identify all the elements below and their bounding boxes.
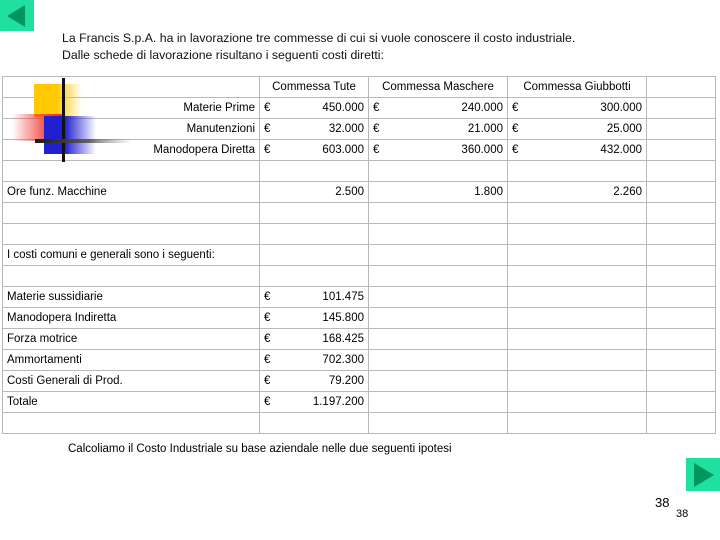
row-label-manodopera-indiretta: Manodopera Indiretta — [3, 308, 260, 329]
cell-empty — [369, 245, 508, 266]
cell-empty — [369, 329, 508, 350]
row-label-totale: Totale — [3, 392, 260, 413]
page-number: 38 — [655, 495, 670, 510]
table-row — [3, 329, 716, 350]
cell-empty — [647, 203, 716, 224]
cell-empty — [508, 350, 647, 371]
cell-ore-funz-maschere: 1.800 — [369, 182, 508, 203]
cell-empty — [369, 224, 508, 245]
cell-empty — [508, 329, 647, 350]
table-spacer-row — [3, 266, 716, 287]
amount: 1.197.200 — [312, 396, 364, 408]
cell-empty — [647, 119, 716, 140]
currency-symbol: € — [264, 375, 271, 387]
cell-empty — [260, 413, 369, 434]
cell-empty — [647, 161, 716, 182]
amount: 702.300 — [322, 354, 364, 366]
currency-symbol: € — [512, 102, 519, 114]
cell-empty — [647, 392, 716, 413]
cell-manutenzioni-maschere — [369, 119, 508, 140]
cell-empty — [260, 161, 369, 182]
cell-costi-generali-prod-amount — [260, 371, 369, 392]
table-header-row — [3, 77, 716, 98]
intro-line-2: Dalle schede di lavorazione risultano i seguenti costi diretti: — [62, 48, 384, 62]
row-label-ammortamenti: Ammortamenti — [3, 350, 260, 371]
currency-symbol: € — [264, 333, 271, 345]
cell-forza-motrice-amount — [260, 329, 369, 350]
amount: 79.200 — [328, 375, 364, 387]
table-spacer-row — [3, 203, 716, 224]
cell-empty — [508, 161, 647, 182]
currency-symbol: € — [373, 144, 380, 156]
page-number-shadow: 38 — [676, 508, 689, 520]
row-label-manutenzioni: Manutenzioni — [3, 119, 260, 140]
cell-empty — [508, 287, 647, 308]
intro-paragraph — [62, 30, 682, 64]
table-spacer-row — [3, 161, 716, 182]
cell-empty — [369, 287, 508, 308]
amount: 168.425 — [322, 333, 364, 345]
amount: 145.800 — [322, 312, 364, 324]
row-label-materie-prime: Materie Prime — [3, 98, 260, 119]
header-commessa-giubbotti: Commessa Giubbotti — [508, 77, 647, 98]
cell-ore-funz-giubbotti: 2.260 — [508, 182, 647, 203]
table-row — [3, 98, 716, 119]
currency-symbol: € — [264, 144, 271, 156]
cell-empty — [508, 308, 647, 329]
currency-symbol: € — [264, 123, 271, 135]
row-label-ore-funz-macchine: Ore funz. Macchine — [3, 182, 260, 203]
cell-empty — [508, 203, 647, 224]
header-trailing-blank — [647, 77, 716, 98]
cell-empty — [508, 392, 647, 413]
currency-symbol: € — [512, 123, 519, 135]
cell-materie-prime-tute — [260, 98, 369, 119]
table-row — [3, 308, 716, 329]
currency-symbol: € — [264, 102, 271, 114]
row-label-materie-sussidiarie: Materie sussidiarie — [3, 287, 260, 308]
cell-empty — [647, 266, 716, 287]
table-spacer-row — [3, 224, 716, 245]
cost-table — [2, 76, 716, 434]
cell-empty — [369, 413, 508, 434]
cell-empty — [647, 98, 716, 119]
amount: 432.000 — [600, 144, 642, 156]
currency-symbol: € — [373, 102, 380, 114]
amount: 450.000 — [322, 102, 364, 114]
cell-materie-prime-giubbotti — [508, 98, 647, 119]
cell-empty — [369, 266, 508, 287]
cell-manodopera-diretta-tute — [260, 140, 369, 161]
cell-empty — [508, 245, 647, 266]
triangle-right-icon — [694, 463, 714, 487]
cell-empty — [647, 350, 716, 371]
cell-ore-funz-tute: 2.500 — [260, 182, 369, 203]
currency-symbol: € — [264, 312, 271, 324]
cell-empty — [647, 245, 716, 266]
header-commessa-tute: Commessa Tute — [260, 77, 369, 98]
amount: 603.000 — [322, 144, 364, 156]
triangle-left-icon — [7, 5, 25, 27]
cell-empty — [647, 308, 716, 329]
table-row — [3, 140, 716, 161]
cell-empty — [508, 413, 647, 434]
cell-materie-prime-maschere — [369, 98, 508, 119]
cell-empty — [260, 266, 369, 287]
cell-empty — [647, 182, 716, 203]
table-row — [3, 287, 716, 308]
currency-symbol: € — [373, 123, 380, 135]
cell-empty — [508, 371, 647, 392]
currency-symbol: € — [264, 396, 271, 408]
cell-empty — [508, 266, 647, 287]
cell-empty — [647, 329, 716, 350]
amount: 240.000 — [461, 102, 503, 114]
table-row — [3, 245, 716, 266]
cell-empty — [369, 203, 508, 224]
cell-empty — [260, 245, 369, 266]
cell-empty — [3, 161, 260, 182]
table-row — [3, 371, 716, 392]
cell-manodopera-indiretta-amount — [260, 308, 369, 329]
header-blank — [3, 77, 260, 98]
cell-empty — [3, 266, 260, 287]
cell-manodopera-diretta-giubbotti — [508, 140, 647, 161]
cell-empty — [3, 413, 260, 434]
cell-empty — [369, 371, 508, 392]
cell-empty — [260, 203, 369, 224]
cell-manutenzioni-giubbotti — [508, 119, 647, 140]
amount: 25.000 — [606, 123, 642, 135]
cell-empty — [369, 350, 508, 371]
amount: 32.000 — [328, 123, 364, 135]
amount: 21.000 — [467, 123, 503, 135]
amount: 360.000 — [461, 144, 503, 156]
cell-empty — [647, 371, 716, 392]
cell-manodopera-diretta-maschere — [369, 140, 508, 161]
intro-line-1: La Francis S.p.A. ha in lavorazione tre commesse di cui si vuole conoscere il costo industriale. — [62, 31, 576, 45]
row-label-costi-comuni-note: I costi comuni e generali sono i seguenti: — [3, 245, 260, 266]
table-spacer-row — [3, 413, 716, 434]
header-commessa-maschere: Commessa Maschere — [369, 77, 508, 98]
row-label-manodopera-diretta: Manodopera Diretta — [3, 140, 260, 161]
cell-empty — [369, 161, 508, 182]
footer-note: Calcoliamo il Costo Industriale su base aziendale nelle due seguenti ipotesi — [68, 443, 452, 455]
currency-symbol: € — [264, 354, 271, 366]
currency-symbol: € — [512, 144, 519, 156]
previous-slide-button[interactable] — [0, 0, 34, 31]
cell-empty — [3, 203, 260, 224]
cell-empty — [647, 287, 716, 308]
cell-materie-sussidiarie-amount — [260, 287, 369, 308]
amount: 101.475 — [322, 291, 364, 303]
cell-empty — [508, 224, 647, 245]
currency-symbol: € — [264, 291, 271, 303]
cell-empty — [647, 140, 716, 161]
row-label-forza-motrice: Forza motrice — [3, 329, 260, 350]
table-row — [3, 119, 716, 140]
table-row-total — [3, 392, 716, 413]
amount: 300.000 — [600, 102, 642, 114]
cell-ammortamenti-amount — [260, 350, 369, 371]
cell-empty — [369, 392, 508, 413]
cell-manutenzioni-tute — [260, 119, 369, 140]
cell-empty — [3, 224, 260, 245]
cell-totale-amount — [260, 392, 369, 413]
cell-empty — [647, 224, 716, 245]
cell-empty — [369, 308, 508, 329]
cell-empty — [647, 413, 716, 434]
table-row — [3, 350, 716, 371]
next-slide-button[interactable] — [686, 458, 720, 491]
row-label-costi-generali-prod: Costi Generali di Prod. — [3, 371, 260, 392]
cell-empty — [260, 224, 369, 245]
table-row — [3, 182, 716, 203]
